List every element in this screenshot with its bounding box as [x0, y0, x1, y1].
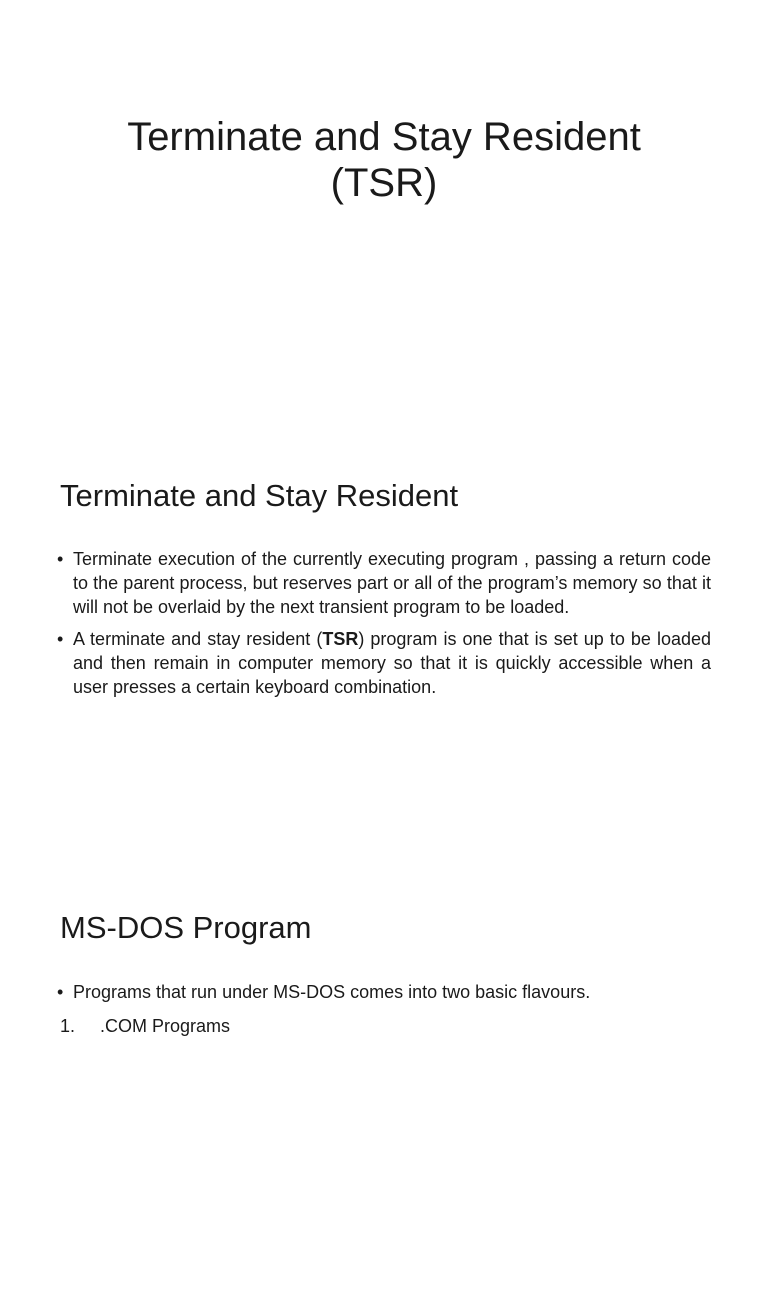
item-number: 1.	[60, 1016, 76, 1036]
slide-msdos	[0, 864, 768, 1296]
bullet-list	[57, 980, 711, 1012]
bullet-item	[57, 547, 711, 619]
title-line-1: Terminate and Stay Resident	[127, 115, 641, 159]
bullet-icon: •	[57, 629, 64, 649]
title-line-2: (TSR)	[330, 161, 438, 205]
slide-tsr	[0, 432, 768, 864]
bullet-icon: •	[57, 982, 64, 1002]
page-title	[40, 114, 728, 206]
bullet-item	[57, 980, 711, 1004]
bullet-text-before: A terminate and stay resident (	[73, 629, 323, 649]
slide-title	[0, 0, 768, 432]
slide-heading: MS-DOS Program	[60, 910, 312, 945]
slide-heading: Terminate and Stay Resident	[60, 478, 459, 513]
bullet-item	[57, 627, 711, 699]
numbered-item	[60, 1014, 230, 1038]
bullet-text-after: ) program is one that is set up to be loaded and then remain in computer memory so that it is quickly accessible when a user presses a certain keyboard combination.	[73, 629, 712, 697]
bullet-text: Programs that run under MS-DOS comes into two basic flavours.	[73, 982, 591, 1002]
bullet-icon: •	[57, 549, 64, 569]
bullet-list	[57, 547, 711, 707]
numbered-list	[60, 1014, 230, 1038]
bullet-text-bold: TSR	[322, 629, 359, 649]
bullet-text: Terminate execution of the currently executing program , passing a return code to the parent process, but reserves part or all of the program’s memory so that it will not be overlaid by the next transient program to be loaded.	[73, 549, 711, 617]
item-text: .COM Programs	[100, 1016, 231, 1036]
